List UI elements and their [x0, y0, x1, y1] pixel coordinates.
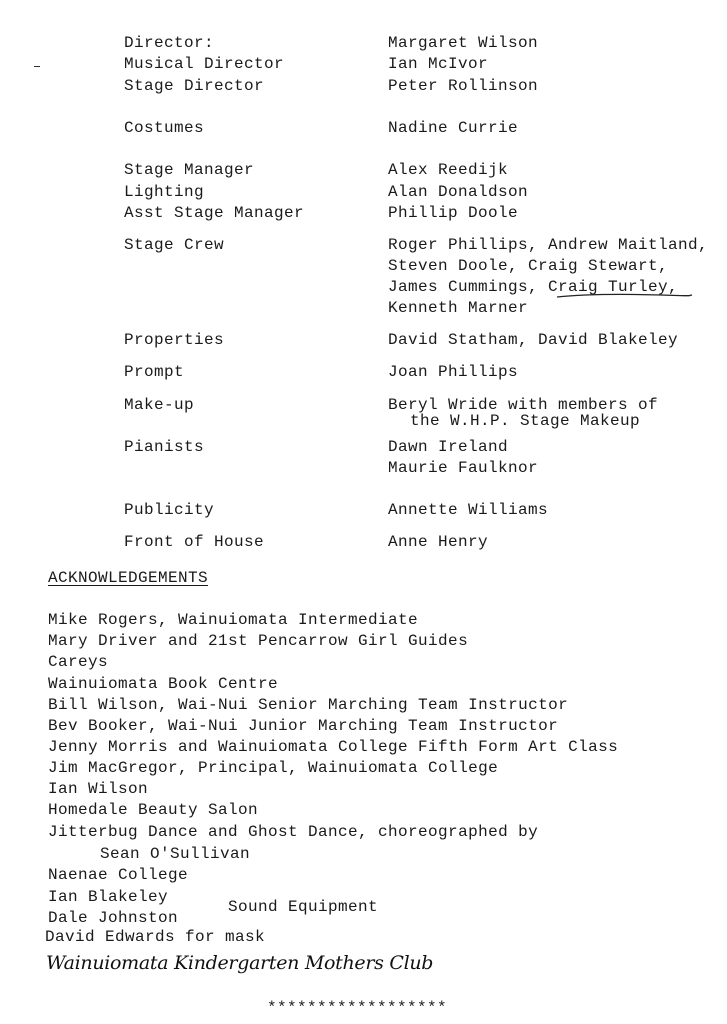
acknowledgement-item: Ian Wilson [48, 780, 149, 798]
acknowledgement-item: Sean O'Sullivan [100, 845, 251, 863]
credit-role: Publicity [124, 501, 215, 519]
credit-name: Maurie Faulknor [388, 459, 539, 477]
credit-role: Pianists [124, 438, 205, 456]
acknowledgement-item: Ian Blakeley [48, 888, 169, 906]
credit-name: Nadine Currie [388, 119, 519, 137]
credit-role: Stage Manager [124, 161, 255, 179]
credit-role: Lighting [124, 183, 205, 201]
credit-role: Stage Director [124, 77, 265, 95]
credit-name: Beryl Wride with members of [388, 396, 659, 414]
credit-name: Margaret Wilson [388, 34, 539, 52]
credit-name: Peter Rollinson [388, 77, 539, 95]
credit-name: Roger Phillips, Andrew Maitland, [388, 236, 709, 254]
credit-name: Kenneth Marner [388, 299, 529, 317]
credit-name: Annette Williams [388, 501, 549, 519]
acknowledgement-item: Bev Booker, Wai-Nui Junior Marching Team Instructor [48, 717, 559, 735]
credit-role: Front of House [124, 533, 265, 551]
acknowledgement-item: David Edwards for mask [45, 928, 266, 946]
credit-name: Ian McIvor [388, 55, 489, 73]
credit-role: Stage Crew [124, 236, 225, 254]
credit-name: James Cummings, Craig Turley, [388, 278, 679, 296]
credit-name: Joan Phillips [388, 363, 519, 381]
acknowledgement-item: Jitterbug Dance and Ghost Dance, choreographed by [48, 823, 539, 841]
handwritten-acknowledgement: Wainuiomata Kindergarten Mothers Club [46, 952, 434, 974]
stray-mark [34, 66, 40, 67]
acknowledgement-item: Wainuiomata Book Centre [48, 675, 279, 693]
credit-name: Phillip Doole [388, 204, 519, 222]
credit-name: the W.H.P. Stage Makeup [410, 412, 641, 430]
credit-role: Prompt [124, 363, 185, 381]
acknowledgement-item: Bill Wilson, Wai-Nui Senior Marching Team Instructor [48, 696, 569, 714]
pen-underline-mark [556, 292, 696, 300]
credit-name: Alex Reedijk [388, 161, 509, 179]
credit-name: Anne Henry [388, 533, 489, 551]
credit-name: Steven Doole, Craig Stewart, [388, 257, 669, 275]
credit-name: David Statham, David Blakeley [388, 331, 679, 349]
credit-role: Musical Director [124, 55, 285, 73]
credit-role: Director: [124, 34, 215, 52]
acknowledgement-item: Mary Driver and 21st Pencarrow Girl Guides [48, 632, 469, 650]
sound-equipment-note: Sound Equipment [228, 898, 379, 916]
acknowledgement-item: Homedale Beauty Salon [48, 801, 259, 819]
acknowledgement-item: Dale Johnston [48, 909, 179, 927]
credit-role: Asst Stage Manager [124, 204, 305, 222]
acknowledgement-item: Naenae College [48, 866, 189, 884]
acknowledgement-item: Jim MacGregor, Principal, Wainuiomata College [48, 759, 499, 777]
acknowledgements-heading: ACKNOWLEDGEMENTS [48, 569, 209, 587]
acknowledgement-item: Mike Rogers, Wainuiomata Intermediate [48, 611, 419, 629]
credit-role: Costumes [124, 119, 205, 137]
footer-asterisks: ****************** [267, 999, 448, 1017]
credit-role: Properties [124, 331, 225, 349]
credit-name: Alan Donaldson [388, 183, 529, 201]
acknowledgement-item: Jenny Morris and Wainuiomata College Fifth Form Art Class [48, 738, 619, 756]
acknowledgement-item: Careys [48, 653, 109, 671]
credit-role: Make-up [124, 396, 195, 414]
credit-name: Dawn Ireland [388, 438, 509, 456]
